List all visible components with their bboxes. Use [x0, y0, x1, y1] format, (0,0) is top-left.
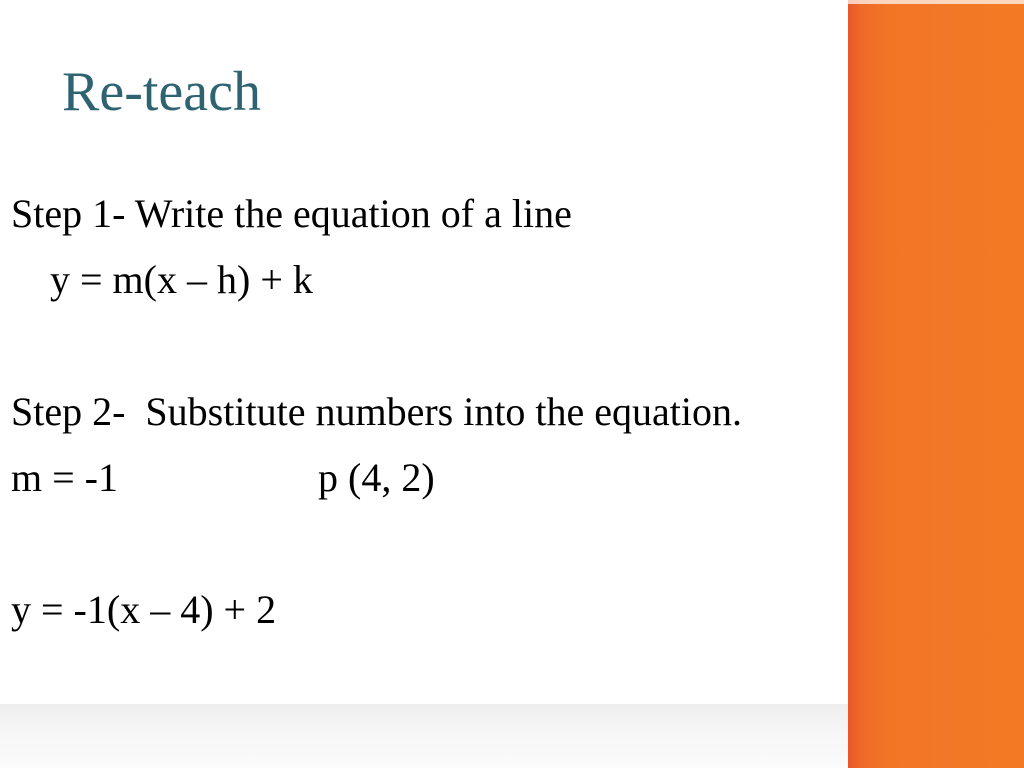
- step1-heading: Step 1- Write the equation of a line: [11, 191, 572, 236]
- step2-heading: Step 2- Substitute numbers into the equation.: [11, 389, 743, 434]
- point-value: p (4, 2): [318, 455, 435, 500]
- accent-bar-highlight: [848, 0, 1024, 4]
- orange-accent-bar: [848, 0, 1024, 768]
- result-equation: y = -1(x – 4) + 2: [11, 587, 277, 632]
- step1-formula: y = m(x – h) + k: [50, 257, 313, 302]
- slide-title: Re-teach: [62, 61, 261, 123]
- slope-value: m = -1: [11, 455, 118, 500]
- bottom-band: [0, 704, 848, 768]
